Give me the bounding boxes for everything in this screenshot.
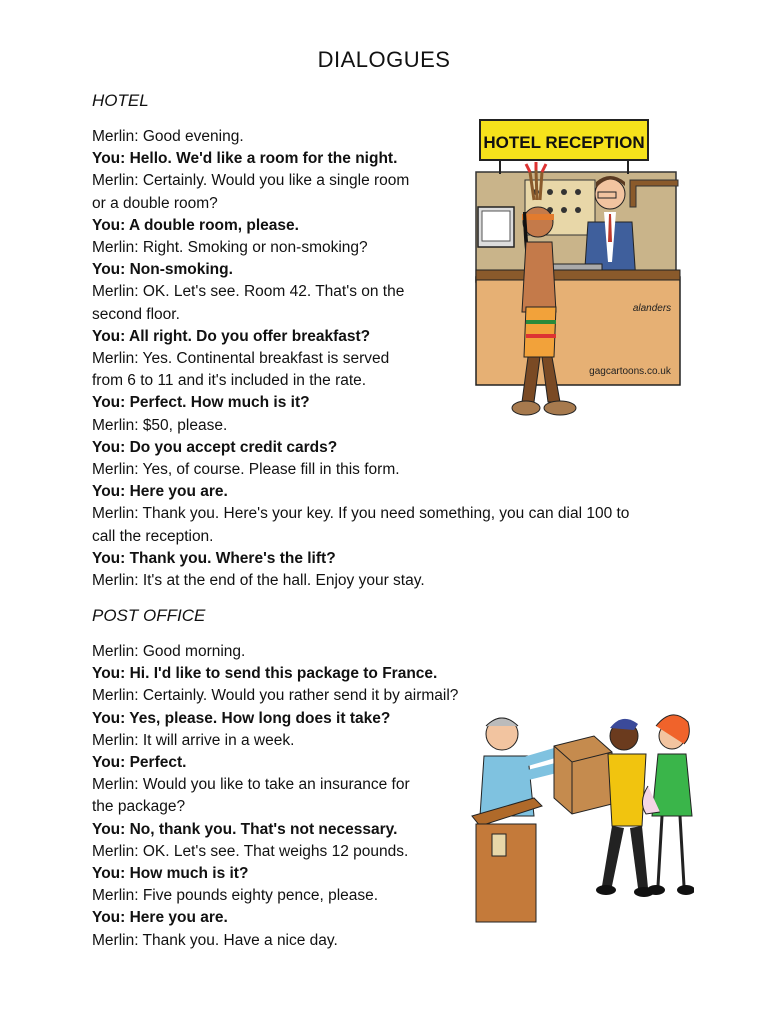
cartoon-sign-text: HOTEL RECEPTION [483, 133, 645, 152]
hotel-line-merlin: Merlin: Yes. Continental breakfast is served [92, 350, 390, 368]
hotel-line-you: You: All right. Do you offer breakfast? [92, 327, 371, 345]
hotel-line-merlin: Merlin: Good evening. [92, 128, 244, 145]
hotel-line-you: You: Here you are. [92, 483, 228, 501]
page-title: DIALOGUES [317, 47, 451, 72]
post-line-merlin: Merlin: Good morning. [92, 643, 246, 660]
post-line-merlin: Merlin: Five pounds eighty pence, please. [92, 887, 379, 905]
hotel-line-merlin: or a double room? [92, 194, 218, 212]
cartoon-credit: gagcartoons.co.uk [589, 366, 671, 377]
hotel-line-you: You: A double room, please. [92, 216, 299, 234]
cartoon-signature: alanders [632, 303, 672, 314]
hotel-line-merlin: Merlin: $50, please. [92, 416, 228, 434]
hotel-line-merlin: Merlin: Right. Smoking or non-smoking? [92, 239, 368, 257]
hotel-heading: HOTEL [92, 91, 149, 110]
post-line-merlin: Merlin: Thank you. Have a nice day. [92, 931, 338, 949]
hotel-line-you: You: Non-smoking. [92, 261, 233, 279]
hotel-line-you: You: Do you accept credit cards? [92, 438, 338, 456]
post-line-merlin: Merlin: Would you like to take an insurance for [92, 776, 410, 794]
post-line-merlin: Merlin: Certainly. Would you rather send it by airmail? [92, 687, 459, 705]
post-line-you: You: How much is it? [92, 865, 249, 883]
hotel-reception-cartoon [470, 112, 685, 432]
post-line-you: You: Here you are. [92, 909, 228, 927]
post-line-you: You: Hi. I'd like to send this package to France. [92, 665, 438, 683]
hotel-line-merlin: Merlin: It's at the end of the hall. Enjoy your stay. [92, 572, 425, 590]
hotel-line-you: You: Thank you. Where's the lift? [92, 549, 336, 567]
post-line-merlin: the package? [92, 798, 186, 816]
post-office-cartoon [462, 706, 694, 928]
post-line-you: You: Perfect. [92, 754, 187, 772]
hotel-line-merlin: Merlin: OK. Let's see. Room 42. That's on the [92, 283, 405, 301]
post-line-you: You: Yes, please. How long does it take? [92, 709, 391, 727]
hotel-line-merlin: Merlin: Yes, of course. Please fill in this form. [92, 461, 400, 479]
post-line-you: You: No, thank you. That's not necessary. [92, 820, 398, 838]
post-office-heading: POST OFFICE [92, 606, 206, 625]
hotel-line-merlin: from 6 to 11 and it's included in the rate. [92, 372, 367, 390]
post-line-merlin: Merlin: OK. Let's see. That weighs 12 pounds. [92, 842, 409, 860]
hotel-line-merlin: Merlin: Thank you. Here's your key. If you need something, you can dial 100 to [92, 505, 630, 523]
hotel-line-you: You: Perfect. How much is it? [92, 394, 310, 412]
hotel-line-merlin: call the reception. [92, 527, 214, 545]
hotel-line-merlin: Merlin: Certainly. Would you like a single room [92, 172, 410, 190]
post-line-merlin: Merlin: It will arrive in a week. [92, 731, 295, 749]
hotel-line-merlin: second floor. [92, 305, 180, 323]
hotel-line-you: You: Hello. We'd like a room for the night. [92, 150, 398, 168]
